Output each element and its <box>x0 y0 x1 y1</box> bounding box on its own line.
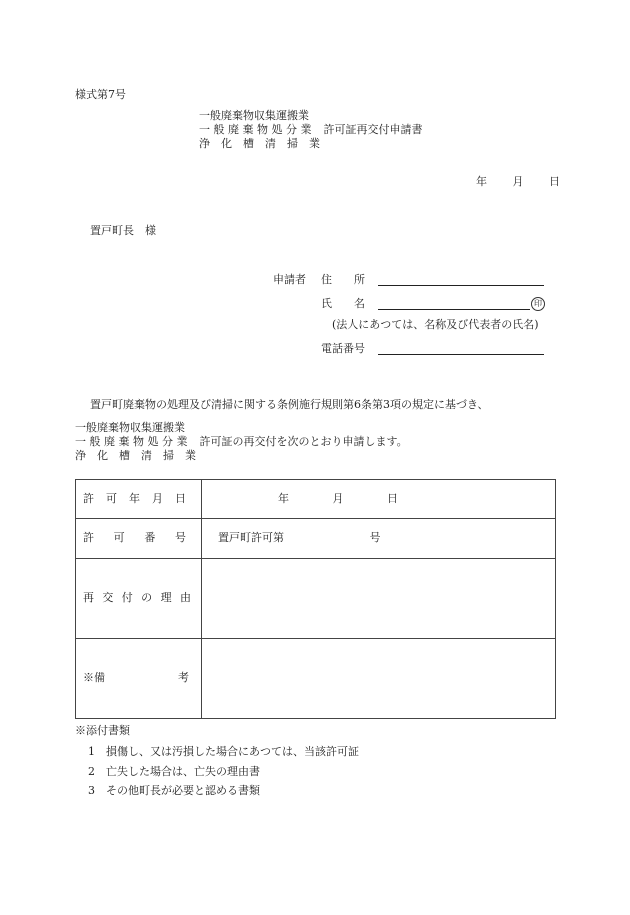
date-year: 年 <box>476 175 487 188</box>
applicant-heading: 申請者 <box>273 273 306 286</box>
table-row <box>76 559 556 639</box>
body-suffix: 許可証の再交付を次のとおり申請します。 <box>199 435 408 448</box>
title-suffix: 許可証再交付申請書 <box>323 123 423 136</box>
body-business-type: 浄 化 槽 清 掃 業 <box>75 449 196 462</box>
address-label: 住 所 <box>321 273 365 286</box>
permit-date-label: 許 可 年 月 日 <box>76 480 202 519</box>
body-text: 置戸町廃棄物の処理及び清掃に関する条例施行規則第6条第3項の規定に基づき、 <box>90 398 489 411</box>
title-business-type: 浄 化 槽 清 掃 業 <box>199 137 320 150</box>
remarks-value[interactable] <box>202 639 556 719</box>
body-business-types <box>75 421 408 463</box>
remarks-label: ※備 考 <box>76 639 202 719</box>
date-line <box>476 175 560 190</box>
permit-number-value[interactable]: 置戸町許可第 号 <box>202 519 556 559</box>
attachment-item: 3 その他町長が必要と認める書類 <box>88 784 260 797</box>
application-table <box>75 479 556 719</box>
attachment-item: 1 損傷し、又は汚損した場合にあつては、当該許可証 <box>88 745 359 758</box>
corporation-note: (法人にあつては、名称及び代表者の氏名) <box>332 318 539 331</box>
name-field[interactable] <box>378 297 530 310</box>
body-business-type: 一般廃棄物収集運搬業 <box>75 421 185 434</box>
phone-label: 電話番号 <box>321 342 365 355</box>
table-row <box>76 480 556 519</box>
seal-mark: 印 <box>531 297 545 311</box>
address-field[interactable] <box>378 273 544 286</box>
body-business-type: 一 般 廃 棄 物 処 分 業 許可証の再交付を次のとおり申請します。 <box>75 435 408 448</box>
addressee: 置戸町長 様 <box>90 224 156 237</box>
phone-field[interactable] <box>378 342 544 355</box>
date-month: 月 <box>512 175 524 188</box>
title-business-types <box>199 109 422 151</box>
title-business-type: 一般廃棄物収集運搬業 <box>199 109 309 122</box>
reason-label: 再 交 付 の 理 由 <box>76 559 202 639</box>
reason-value[interactable] <box>202 559 556 639</box>
title-business-type: 一 般 廃 棄 物 処 分 業 許可証再交付申請書 <box>199 123 423 136</box>
form-number: 様式第7号 <box>75 88 126 101</box>
permit-number-label: 許 可 番 号 <box>76 519 202 559</box>
permit-date-value[interactable]: 年 月 日 <box>202 480 556 519</box>
attachments-heading: ※添付書類 <box>75 724 130 737</box>
name-label: 氏 名 <box>321 297 365 310</box>
table-row <box>76 639 556 719</box>
date-day: 日 <box>549 175 560 188</box>
table-row <box>76 519 556 559</box>
attachment-item: 2 亡失した場合は、亡失の理由書 <box>88 765 260 778</box>
